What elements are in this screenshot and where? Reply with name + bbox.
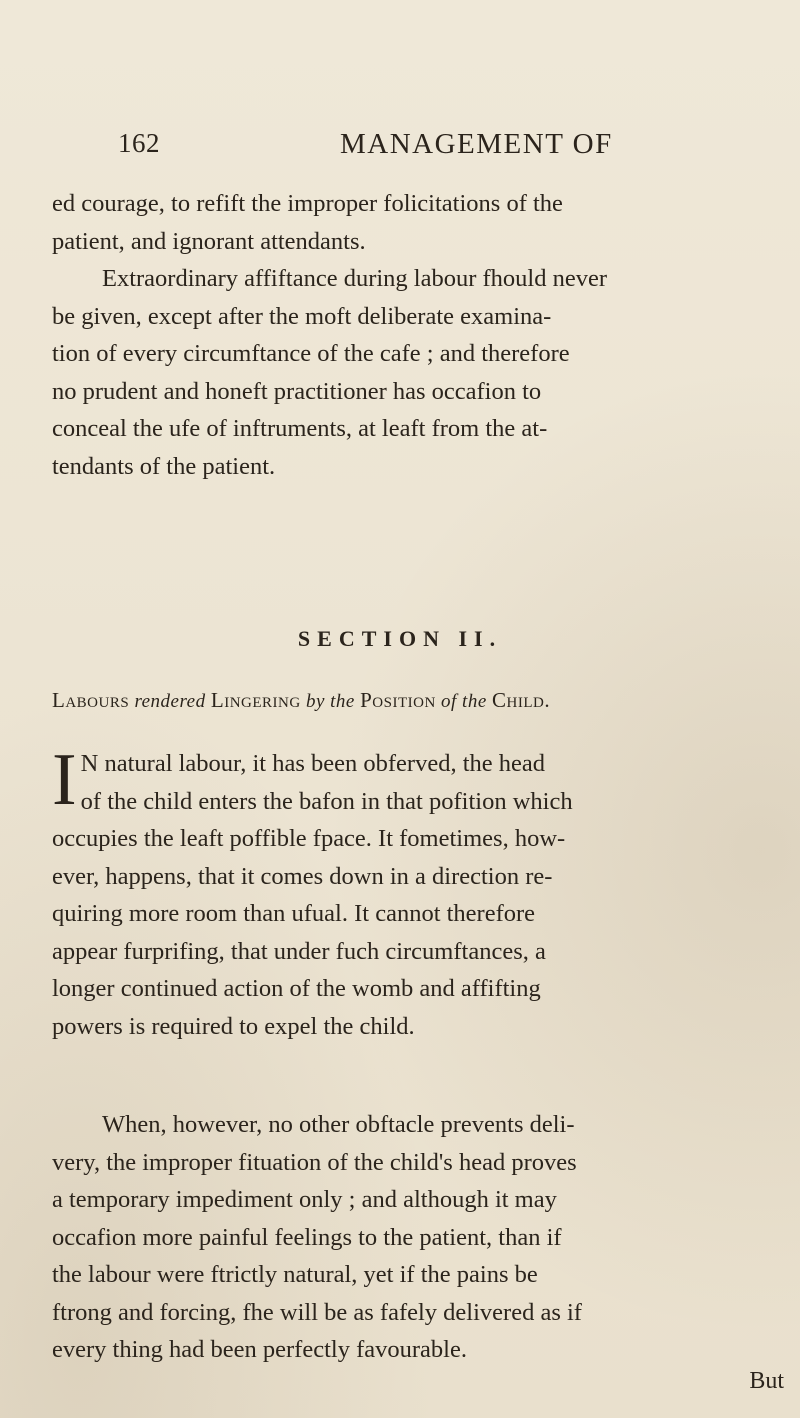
text-line: Extraordinary affiftance during labour fhould never [102, 265, 608, 292]
catchword: But [749, 1368, 784, 1394]
text-line: every thing had been perfectly favourable. [52, 1336, 467, 1363]
text-line: tendants of the patient. [52, 452, 276, 480]
text-line: the labour were ftrictly natural, yet if the pains be [52, 1261, 538, 1288]
text-line: powers is required to expel the child. [52, 1012, 415, 1040]
text-line: longer continued action of the womb and affifting [52, 975, 541, 1002]
section-title-part: rendered [134, 691, 206, 712]
section-title [52, 688, 794, 713]
text-line: be given, except after the moft deliberate examina- [52, 302, 552, 330]
paragraph-section-opening [52, 739, 794, 1045]
text-line: ever, happens, that it comes down in a direction re- [52, 862, 553, 890]
text-line: very, the improper fituation of the child's head proves [52, 1148, 577, 1176]
text-line: a temporary impediment only ; and although it may [52, 1186, 557, 1213]
text-line: occupies the leaft poffible fpace. It fometimes, how- [52, 825, 566, 852]
text-line: N natural labour, it has been obferved, the head [80, 750, 545, 777]
drop-cap: I [52, 739, 77, 821]
section-title-part: Labours [52, 688, 130, 712]
text-line: tion of every circumftance of the cafe ; and therefore [52, 340, 570, 367]
section-title-part: Child. [492, 688, 551, 712]
text-line: no prudent and honeft practitioner has occafion to [52, 377, 542, 405]
section-title-part: Position [360, 688, 436, 712]
section-title-part: by the [305, 691, 355, 712]
text-line: patient, and ignorant attendants. [52, 227, 366, 255]
text-line: quiring more room than ufual. It cannot therefore [52, 900, 536, 927]
paragraph-continuation [52, 185, 794, 485]
text-line: appear furprifing, that under fuch circumftances, a [52, 937, 546, 965]
text-line: ed courage, to refift the improper folicitations of the [52, 190, 563, 217]
text-line: of the child enters the bafon in that pofition which [80, 787, 573, 815]
text-line: occafion more painful feelings to the patient, than if [52, 1223, 562, 1251]
text-line: conceal the ufe of inftruments, at leaft from the at- [52, 415, 548, 442]
running-title: MANAGEMENT OF [340, 128, 613, 160]
paragraph [52, 1106, 794, 1369]
running-head [118, 118, 658, 158]
text-line: When, however, no other obftacle prevents deli- [102, 1111, 575, 1138]
section-heading: SECTION II. [297, 626, 503, 651]
page-number: 162 [118, 128, 160, 158]
section-title-part: of the [441, 691, 487, 712]
section-title-part: Lingering [210, 688, 301, 712]
text-line: ftrong and forcing, fhe will be as fafely delivered as if [52, 1298, 582, 1326]
